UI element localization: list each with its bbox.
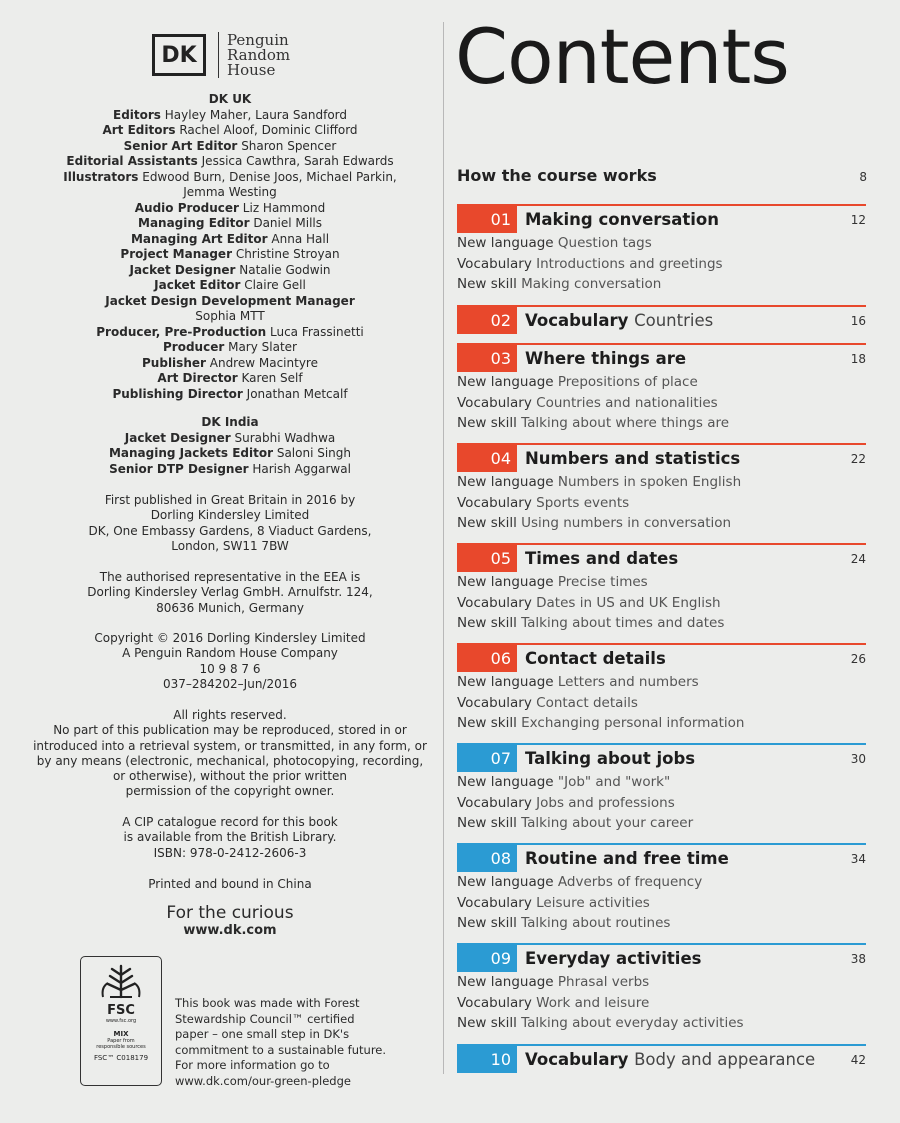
unit-title-text: Talking about jobs	[525, 749, 696, 768]
unit-item-key: New skill	[457, 915, 517, 932]
unit-page: 16	[850, 314, 866, 328]
printed-in: Printed and bound in China	[148, 877, 312, 891]
unit-item-key: New skill	[457, 276, 517, 293]
credit-role: Publisher	[142, 355, 206, 370]
unit-item-key: New language	[457, 674, 554, 690]
unit-item-value: Numbers in spoken English	[557, 474, 742, 490]
credit-line	[0, 446, 460, 462]
unit-item-value: Work and leisure	[536, 994, 650, 1011]
credit-names: Jonathan Metcalf	[246, 386, 348, 401]
credit-names: Surabhi Wadhwa	[234, 430, 336, 445]
fsc-label: FSC	[107, 1003, 135, 1018]
credit-line	[0, 263, 460, 279]
unit-item-value: Question tags	[557, 235, 652, 251]
unit-title	[517, 849, 729, 868]
credit-names: Jessica Cawthra, Sarah Edwards	[201, 154, 394, 168]
unit-title	[517, 1050, 815, 1069]
credit-role: Producer, Pre-Production	[96, 324, 267, 339]
credit-role: Jacket Design Development Manager	[105, 293, 355, 308]
unit-title	[517, 210, 719, 229]
unit-title-text: Numbers and statistics	[525, 449, 741, 468]
credit-names: Rachel Aloof, Dominic Clifford	[179, 123, 358, 137]
fsc-site: www.fsc.org	[105, 1018, 137, 1024]
unit-number-badge: 07	[457, 745, 517, 772]
unit-number-badge: 03	[457, 345, 517, 372]
credit-line	[0, 431, 460, 447]
unit-item	[457, 574, 648, 590]
unit-item	[457, 515, 731, 531]
unit-item-key: New language	[457, 574, 554, 590]
credit-names: Luca Frassinetti	[270, 324, 364, 339]
unit-header	[457, 307, 713, 334]
credit-role: Editorial Assistants	[66, 154, 198, 168]
credit-role: Project Manager	[120, 247, 232, 261]
unit-item-value: Talking about where things are	[521, 415, 730, 432]
unit-item-value: Sports events	[536, 494, 630, 511]
credit-line	[0, 108, 460, 124]
unit-title-text: Vocabulary	[525, 1050, 629, 1069]
unit-item	[457, 974, 649, 990]
credit-names: Jemma Westing	[183, 185, 277, 199]
copyright-block: Copyright © 2016 Dorling Kindersley Limited A Penguin Random House Company 10 9 8 7 6 037–284202–Jun/2016	[94, 631, 366, 691]
unit-item	[457, 915, 670, 931]
unit-item-value: Jobs and professions	[536, 794, 675, 811]
credit-names: Liz Hammond	[242, 200, 326, 215]
credit-names: Sharon Spencer	[241, 138, 337, 153]
unit-item	[457, 235, 652, 251]
unit-item	[457, 395, 718, 411]
credit-names: Sophia MTT	[195, 309, 265, 323]
fsc-badge	[80, 956, 162, 1086]
unit-item	[457, 995, 649, 1011]
credit-role: Senior DTP Designer	[109, 461, 249, 476]
unit-item-key: New skill	[457, 515, 517, 532]
unit-header	[457, 445, 740, 472]
fsc-tree-icon	[81, 963, 161, 1003]
unit-item-value: Contact details	[536, 694, 638, 711]
unit-page: 12	[850, 213, 866, 227]
tagline: For the curious	[166, 903, 294, 923]
credit-line	[0, 170, 460, 186]
unit-item-key: Vocabulary	[457, 894, 532, 911]
unit-title-text: Where things are	[525, 349, 687, 368]
unit-title	[517, 349, 686, 368]
credit-line	[0, 278, 460, 294]
unit-subtitle: Countries	[634, 311, 714, 330]
unit-title-text: Making conversation	[525, 210, 720, 229]
credit-line	[0, 462, 460, 478]
credit-role: Art Editors	[102, 123, 176, 137]
unit-item-value: "Job" and "work"	[557, 774, 671, 790]
credit-line	[0, 340, 460, 356]
fsc-desc: Paper from responsible sources	[96, 1038, 146, 1050]
unit-title-text: Times and dates	[525, 549, 679, 568]
unit-item-value: Introductions and greetings	[536, 255, 723, 272]
credit-line	[0, 154, 460, 170]
fsc-code: FSC™ C018179	[93, 1054, 149, 1062]
unit-number-badge: 06	[457, 645, 517, 672]
column-divider	[443, 22, 444, 1074]
credits-india-heading: DK India	[201, 415, 259, 429]
unit-item-key: New skill	[457, 615, 517, 632]
tagline-block	[0, 903, 460, 938]
credit-names: Natalie Godwin	[239, 262, 331, 277]
credit-line	[0, 387, 460, 403]
unit-item-value: Using numbers in conversation	[521, 515, 732, 532]
penguin-random-house-wordmark: Penguin Random House	[227, 30, 291, 79]
credit-role: Senior Art Editor	[123, 138, 238, 153]
credit-line	[0, 294, 460, 310]
credit-line	[0, 185, 460, 201]
unit-subtitle: Body and appearance	[634, 1050, 816, 1069]
unit-number-badge: 04	[457, 445, 517, 472]
unit-item-key: New language	[457, 874, 554, 890]
unit-item-key: New language	[457, 235, 554, 251]
unit-item	[457, 795, 675, 811]
unit-item-key: New language	[457, 474, 554, 490]
unit-item-key: Vocabulary	[457, 694, 532, 711]
credit-role: Art Director	[157, 371, 238, 385]
unit-item	[457, 815, 693, 831]
publisher-logo	[152, 32, 290, 78]
unit-item-key: Vocabulary	[457, 994, 532, 1011]
unit-header	[457, 1046, 815, 1073]
unit-item-key: New language	[457, 974, 554, 990]
credit-line	[0, 201, 460, 217]
fsc-mix: MIX	[113, 1030, 129, 1038]
unit-item-key: Vocabulary	[457, 594, 532, 611]
unit-number-badge: 02	[457, 307, 517, 334]
unit-number-badge: 05	[457, 545, 517, 572]
first-published-block: First published in Great Britain in 2016 by Dorling Kindersley Limited DK, One Embassy Gardens, 8 Viaduct Gardens, London, SW11 7BW	[88, 493, 372, 553]
eea-representative-block: The authorised representative in the EEA is Dorling Kindersley Verlag GmbH. Arnulfstr. 124, 80636 Munich, Germany	[87, 570, 373, 615]
unit-item	[457, 374, 698, 390]
credit-line	[0, 216, 460, 232]
unit-item-key: Vocabulary	[457, 394, 532, 411]
unit-item	[457, 256, 723, 272]
page-title: Contents	[455, 12, 789, 101]
credit-line	[0, 356, 460, 372]
credit-names: Mary Slater	[228, 340, 297, 354]
credit-names: Karen Self	[241, 371, 303, 385]
credit-line	[0, 325, 460, 341]
unit-item-key: Vocabulary	[457, 494, 532, 511]
credit-names: Daniel Mills	[253, 216, 322, 230]
contents-entry-how-the-course-works[interactable]	[457, 166, 867, 190]
unit-item-value: Adverbs of frequency	[557, 874, 703, 890]
unit-title	[517, 311, 713, 330]
unit-item-value: Talking about routines	[521, 915, 671, 932]
dk-logo: DK	[152, 34, 206, 76]
credits-uk-heading: DK UK	[208, 92, 252, 106]
unit-item-key: Vocabulary	[457, 255, 532, 272]
unit-item	[457, 595, 721, 611]
green-pledge: This book was made with Forest Stewardship Council™ certified paper – one small step in DK's commitment to a sustainable future. For more information go to www.dk.com/our-green-pledge	[175, 996, 387, 1088]
logo-divider	[218, 32, 219, 78]
unit-item-value: Dates in US and UK English	[536, 594, 721, 611]
credit-role: Jacket Designer	[129, 262, 236, 277]
unit-number-badge: 10	[457, 1046, 517, 1073]
unit-item-key: New language	[457, 374, 554, 390]
unit-item-key: New skill	[457, 715, 517, 732]
unit-title	[517, 649, 666, 668]
unit-item	[457, 1015, 744, 1031]
unit-number-badge: 09	[457, 945, 517, 972]
unit-header	[457, 345, 686, 372]
credit-line	[0, 123, 460, 139]
unit-item-value: Leisure activities	[536, 894, 650, 911]
unit-title-text: Everyday activities	[525, 949, 702, 968]
credit-line	[0, 232, 460, 248]
unit-page: 18	[850, 352, 866, 366]
unit-number-badge: 08	[457, 845, 517, 872]
unit-item	[457, 495, 629, 511]
unit-number-badge: 01	[457, 206, 517, 233]
unit-item	[457, 415, 729, 431]
credit-names: Anna Hall	[271, 231, 330, 246]
entry-page: 8	[859, 170, 867, 184]
unit-item-value: Precise times	[557, 574, 648, 590]
entry-label: How the course works	[457, 166, 657, 185]
unit-title-text: Contact details	[525, 649, 666, 668]
credit-line	[0, 309, 460, 325]
unit-title	[517, 549, 678, 568]
unit-item-value: Prepositions of place	[557, 374, 698, 390]
website-url: www.dk.com	[183, 923, 277, 938]
credit-line	[0, 139, 460, 155]
unit-item	[457, 895, 650, 911]
unit-item-value: Talking about everyday activities	[521, 1015, 744, 1032]
unit-item-value: Talking about times and dates	[521, 615, 725, 632]
credits-uk	[0, 92, 460, 402]
unit-title-text: Routine and free time	[525, 849, 729, 868]
unit-page: 42	[850, 1053, 866, 1067]
unit-item-key: New skill	[457, 1015, 517, 1032]
unit-header	[457, 945, 701, 972]
credit-line	[0, 371, 460, 387]
unit-item	[457, 674, 699, 690]
credit-role: Jacket Editor	[154, 278, 241, 292]
credit-names: Saloni Singh	[276, 446, 352, 460]
unit-page: 26	[850, 652, 866, 666]
unit-header	[457, 745, 695, 772]
unit-title	[517, 449, 740, 468]
unit-item	[457, 715, 744, 731]
credit-role: Editors	[113, 107, 161, 122]
credit-names: Hayley Maher, Laura Sandford	[164, 107, 347, 122]
unit-item-value: Talking about your career	[521, 815, 694, 832]
credit-role: Managing Jackets Editor	[108, 446, 273, 460]
credit-role: Managing Editor	[138, 216, 250, 230]
unit-item	[457, 474, 741, 490]
credit-role: Producer	[163, 340, 225, 354]
credit-names: Christine Stroyan	[235, 247, 340, 261]
unit-item-value: Phrasal verbs	[557, 974, 650, 990]
credits-india	[0, 415, 460, 477]
cip-block: A CIP catalogue record for this book is available from the British Library. ISBN: 978-0-2412-2606-3	[122, 815, 338, 860]
credit-role: Jacket Designer	[124, 430, 231, 445]
unit-item	[457, 615, 724, 631]
unit-item-value: Exchanging personal information	[521, 715, 745, 732]
unit-item-key: New skill	[457, 815, 517, 832]
unit-item	[457, 695, 638, 711]
unit-item	[457, 874, 702, 890]
credit-names: Andrew Macintyre	[209, 355, 318, 370]
unit-header	[457, 645, 666, 672]
credit-line	[0, 247, 460, 263]
credit-role: Illustrators	[63, 169, 139, 184]
unit-page: 22	[850, 452, 866, 466]
unit-header	[457, 845, 729, 872]
credit-role: Managing Art Editor	[130, 231, 268, 246]
unit-page: 30	[850, 752, 866, 766]
unit-item-value: Letters and numbers	[557, 674, 699, 690]
unit-item-key: New skill	[457, 415, 517, 432]
credit-names: Claire Gell	[244, 278, 306, 292]
credit-names: Harish Aggarwal	[252, 461, 351, 476]
unit-page: 38	[850, 952, 866, 966]
credit-role: Publishing Director	[112, 386, 243, 401]
unit-item-value: Making conversation	[521, 276, 662, 293]
unit-title	[517, 949, 701, 968]
credit-names: Edwood Burn, Denise Joos, Michael Parkin,	[142, 169, 397, 184]
unit-header	[457, 206, 719, 233]
unit-header	[457, 545, 678, 572]
unit-page: 34	[850, 852, 866, 866]
unit-title-text: Vocabulary	[525, 311, 629, 330]
unit-title	[517, 749, 695, 768]
unit-item	[457, 276, 661, 292]
credit-role: Audio Producer	[134, 200, 239, 215]
rights-block: All rights reserved. No part of this publication may be reproduced, stored in or introduced into a retrieval system, or transmitted, in any form, or by any means (electronic, mechanical, photocopying, recording, or otherwise), without the prior written permission of the copyright owner.	[33, 708, 427, 799]
unit-item-key: New language	[457, 774, 554, 790]
unit-item-key: Vocabulary	[457, 794, 532, 811]
unit-page: 24	[850, 552, 866, 566]
unit-item	[457, 774, 670, 790]
unit-item-value: Countries and nationalities	[536, 394, 718, 411]
